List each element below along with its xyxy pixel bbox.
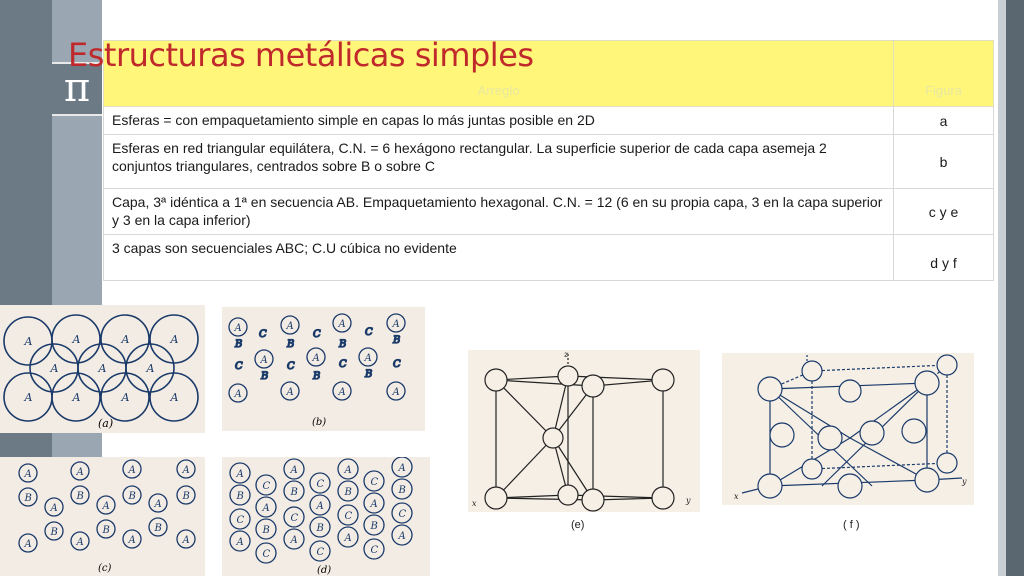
figure-f-caption: ( f ): [843, 519, 860, 531]
sphere-label: A: [286, 387, 294, 398]
structures-table: [103, 40, 994, 281]
sphere-label: A: [72, 333, 81, 346]
sphere-label: C: [262, 481, 271, 492]
sphere-label: A: [128, 465, 136, 476]
site-label: B: [365, 369, 373, 380]
site-label: B: [393, 335, 401, 346]
sphere-label: C: [370, 477, 379, 488]
sphere-label: A: [76, 537, 84, 548]
sphere-label: A: [392, 319, 400, 330]
sphere-label: A: [316, 501, 324, 512]
site-label: B: [261, 371, 269, 382]
figure-c-caption: (c): [98, 563, 112, 574]
sphere-label: C: [316, 547, 325, 558]
sphere-label: A: [128, 535, 136, 546]
cell-arreglo: Esferas en red triangular equilátera, C.N. = 6 hexágono rectangular. La superficie superior de cada capa asemeja 2 conjuntos triangulares, centrados sobre B o sobre C: [104, 135, 894, 189]
right-sidebar-light: [998, 0, 1006, 576]
cell-arreglo: Capa, 3ª idéntica a 1ª en secuencia AB. Empaquetamiento hexagonal. C.N. = 12 (6 en su propia capa, 3 en la capa superior y 3 en la capa inferior): [104, 189, 894, 235]
sphere-label: B: [128, 491, 136, 502]
site-label: C: [287, 361, 295, 372]
site-label: C: [259, 329, 267, 340]
site-label: C: [235, 361, 243, 372]
sphere-label: A: [50, 503, 58, 514]
sphere-label: A: [121, 333, 130, 346]
sphere-label: B: [76, 491, 84, 502]
sphere-label: A: [260, 355, 268, 366]
figure-e: [468, 350, 700, 512]
sphere-label: B: [50, 527, 58, 538]
sphere-label: B: [236, 491, 244, 502]
sphere-label: A: [154, 499, 162, 510]
sphere-label: B: [154, 523, 162, 534]
right-sidebar-dark: [1006, 0, 1024, 576]
sphere-label: C: [398, 509, 407, 520]
sphere-label: A: [344, 465, 352, 476]
sphere-label: A: [98, 362, 107, 375]
cell-figura: d y f: [894, 235, 994, 281]
sphere-label: A: [72, 391, 81, 404]
slide-title: Estructuras metálicas simples: [68, 36, 534, 74]
figure-f: [722, 353, 974, 505]
site-label: B: [235, 339, 243, 350]
cell-figura: a: [894, 107, 994, 135]
axis-y-label: y: [962, 477, 967, 486]
pi-icon: π: [52, 62, 102, 116]
sphere-label: A: [290, 465, 298, 476]
axis-x-label: x: [472, 499, 477, 508]
sphere-label: A: [102, 501, 110, 512]
header-arreglo: Arreglo: [104, 41, 894, 107]
sphere-label: A: [121, 391, 130, 404]
site-label: C: [339, 359, 347, 370]
sphere-label: A: [170, 333, 179, 346]
sphere-label: B: [24, 493, 32, 504]
figure-b: [222, 307, 425, 431]
sphere-label: A: [290, 535, 298, 546]
sphere-label: A: [24, 391, 33, 404]
sphere-label: A: [338, 387, 346, 398]
table-row: [104, 135, 994, 189]
cell-figura: b: [894, 135, 994, 189]
axis-y-label: y: [686, 496, 691, 505]
site-label: B: [313, 371, 321, 382]
sphere-label: A: [364, 353, 372, 364]
figure-d: [222, 457, 430, 576]
sphere-label: A: [182, 535, 190, 546]
sphere-label: B: [290, 487, 298, 498]
sphere-label: A: [312, 353, 320, 364]
site-label: C: [393, 359, 401, 370]
figure-c: [0, 457, 205, 576]
sphere-label: B: [398, 485, 406, 496]
sphere-label: C: [290, 513, 299, 524]
sphere-label: A: [234, 389, 242, 400]
sphere-label: B: [344, 487, 352, 498]
site-label: C: [365, 327, 373, 338]
sphere-label: B: [316, 523, 324, 534]
sphere-label: C: [262, 549, 271, 560]
sphere-label: B: [102, 525, 110, 536]
figure-a: [0, 305, 205, 433]
figure-e-caption: (e): [571, 519, 585, 531]
figure-b-caption: (b): [312, 417, 327, 428]
sphere-label: A: [262, 503, 270, 514]
sphere-label: A: [24, 539, 32, 550]
sphere-label: A: [286, 321, 294, 332]
sphere-label: B: [262, 525, 270, 536]
header-figura: Figura: [894, 41, 994, 107]
sphere-label: A: [76, 467, 84, 478]
sphere-label: A: [398, 531, 406, 542]
cell-arreglo: 3 capas son secuenciales ABC; C.U cúbica no evidente: [104, 235, 894, 281]
figure-a-caption: (a): [98, 417, 114, 430]
site-label: C: [313, 329, 321, 340]
table-row: [104, 235, 994, 281]
sphere-label: C: [236, 515, 245, 526]
sphere-label: A: [24, 335, 33, 348]
table-row: [104, 107, 994, 135]
sphere-label: A: [50, 362, 59, 375]
sphere-label: A: [392, 387, 400, 398]
cell-arreglo: Esferas = con empaquetamiento simple en capas lo más juntas posible en 2D: [104, 107, 894, 135]
sphere-label: B: [182, 491, 190, 502]
sphere-label: A: [236, 537, 244, 548]
table-row: [104, 189, 994, 235]
sphere-label: C: [370, 545, 379, 556]
axis-z-label: z: [564, 350, 569, 359]
sphere-label: A: [370, 499, 378, 510]
sphere-label: A: [236, 469, 244, 480]
sphere-label: A: [182, 465, 190, 476]
sphere-label: A: [146, 362, 155, 375]
sphere-label: C: [316, 479, 325, 490]
sphere-label: B: [370, 521, 378, 532]
figure-d-caption: (d): [317, 565, 332, 576]
sphere-label: C: [344, 511, 353, 522]
sphere-label: A: [338, 319, 346, 330]
site-label: B: [339, 339, 347, 350]
cell-figura: c y e: [894, 189, 994, 235]
sphere-label: A: [24, 469, 32, 480]
sphere-label: A: [234, 323, 242, 334]
axis-x-label: x: [734, 492, 739, 501]
sphere-label: A: [398, 463, 406, 474]
sphere-label: A: [170, 391, 179, 404]
site-label: B: [287, 339, 295, 350]
sphere-label: A: [344, 533, 352, 544]
